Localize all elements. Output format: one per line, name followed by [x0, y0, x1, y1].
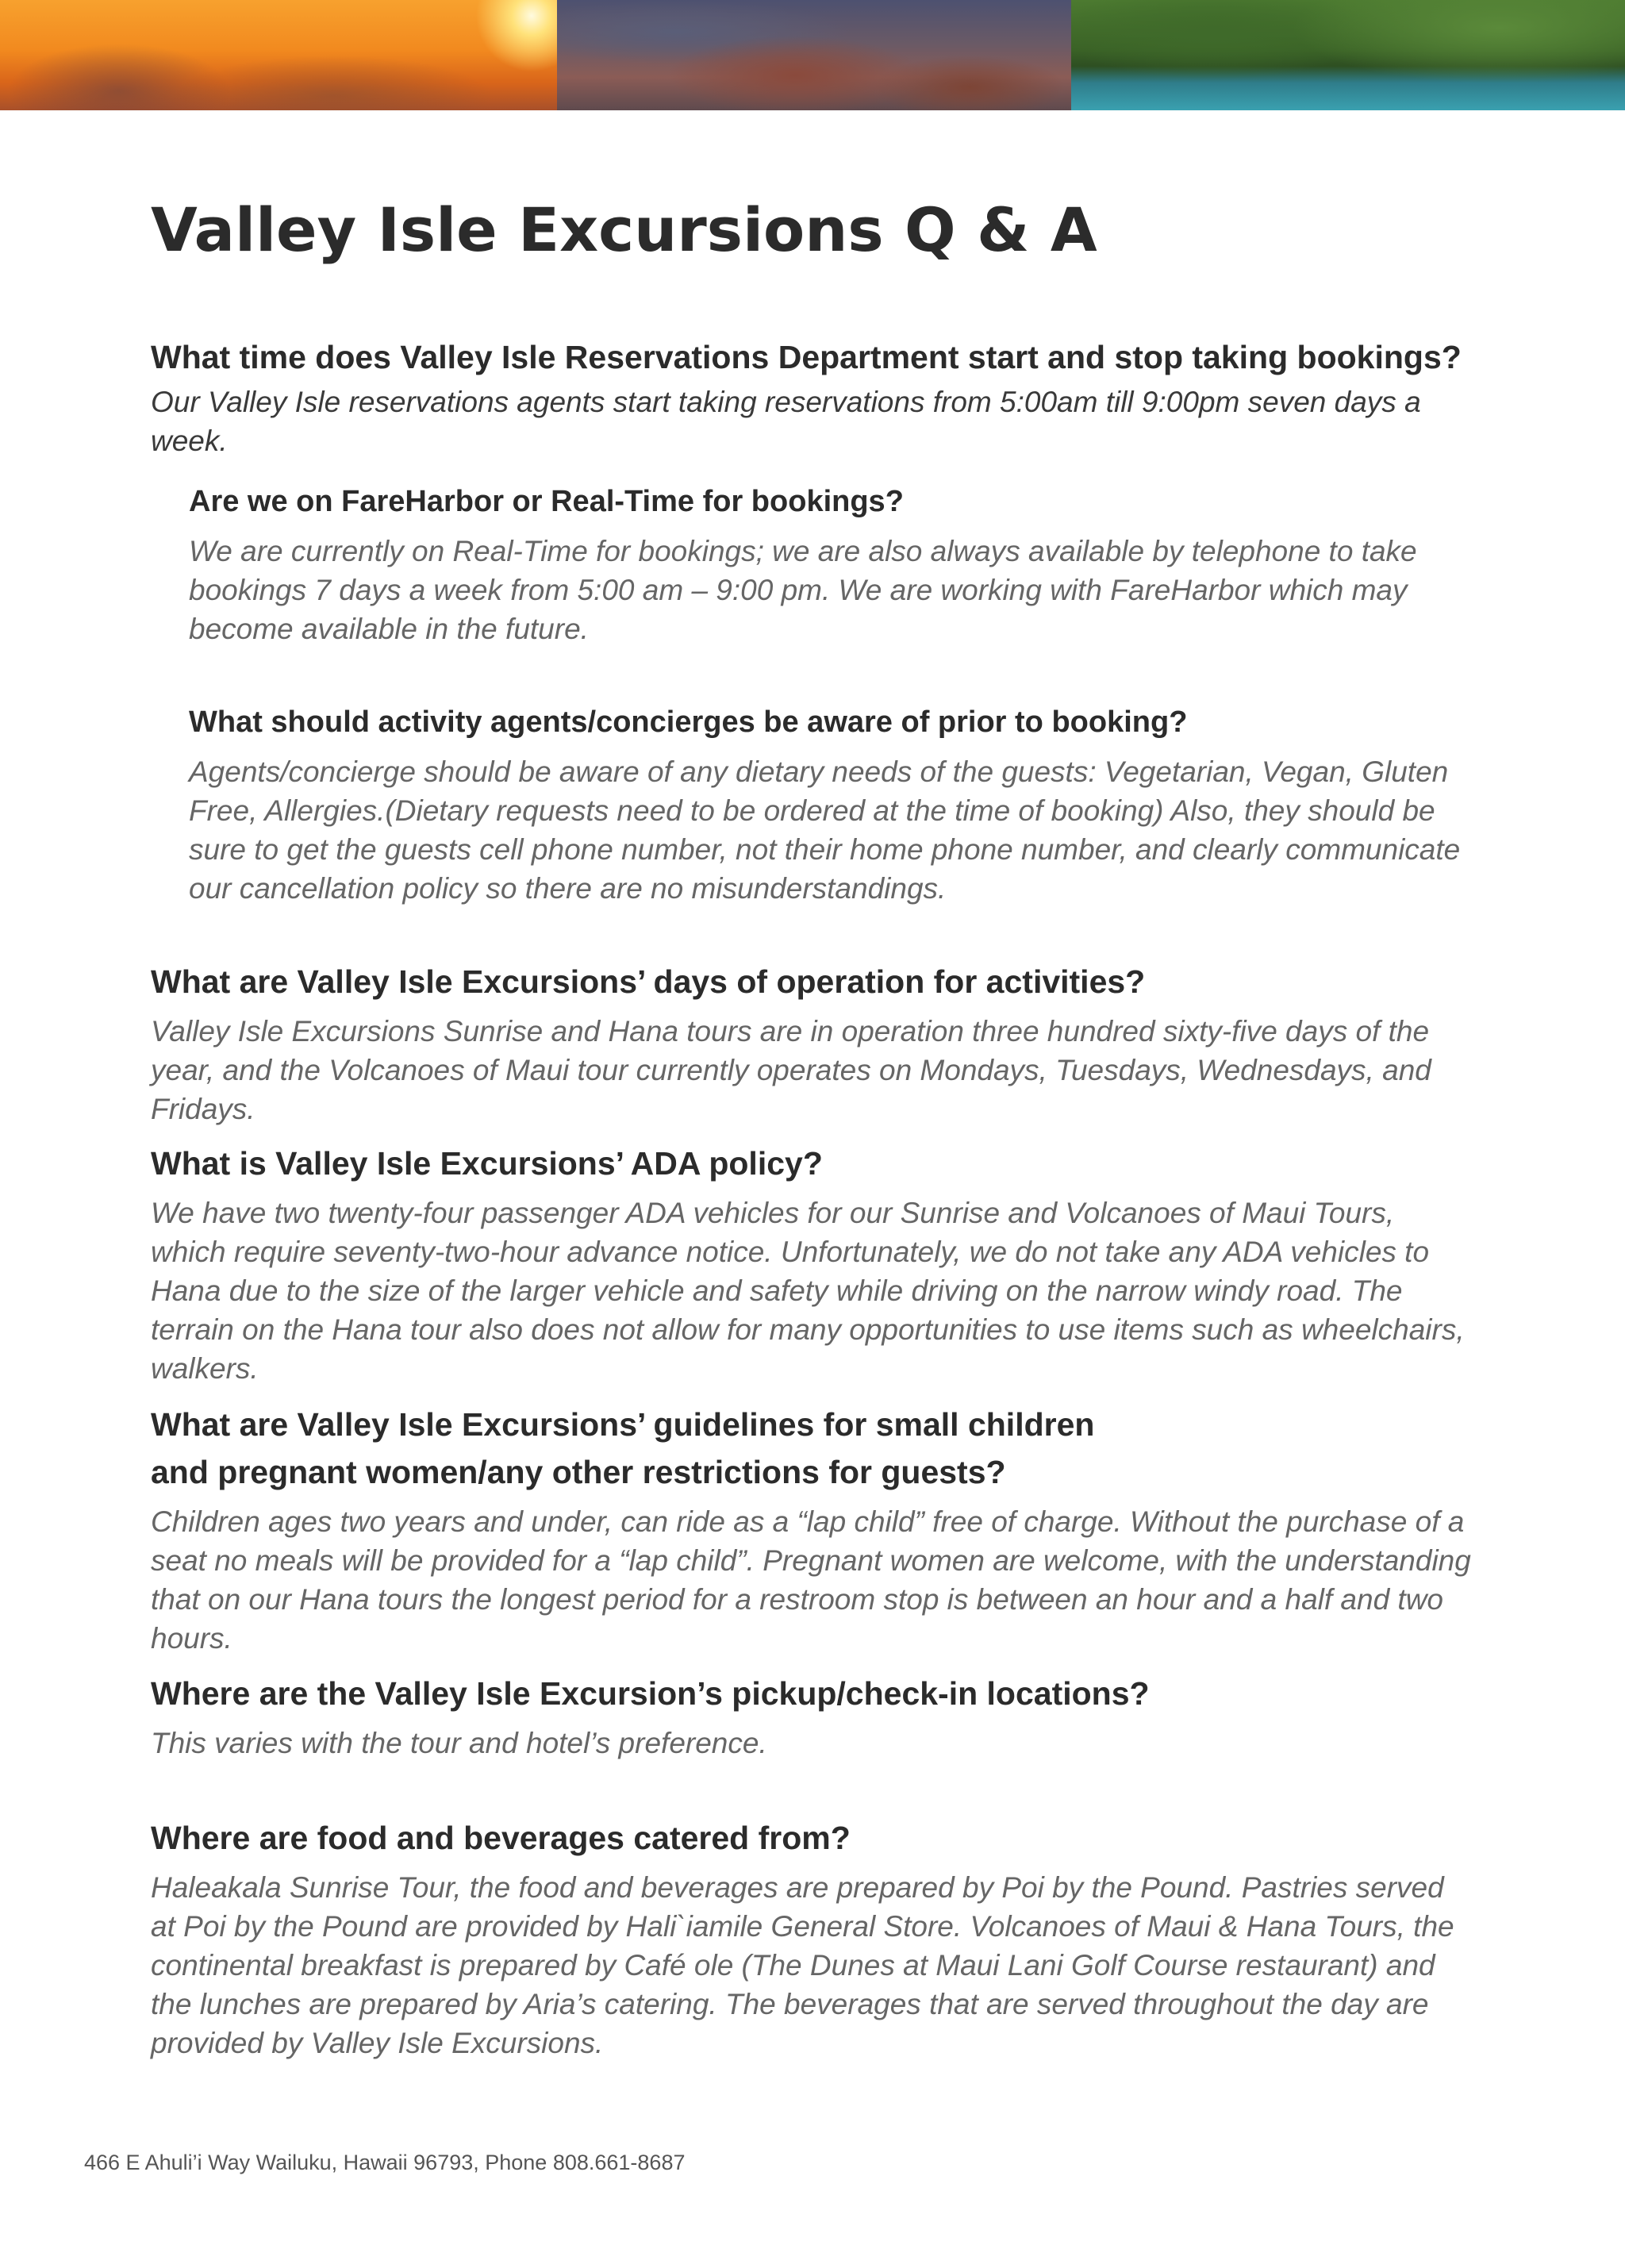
- banner-image-coast: [1071, 0, 1625, 110]
- answer: Haleakala Sunrise Tour, the food and beverages are prepared by Poi by the Pound. Pastries served at Poi by the Pound are provided by Hali`iamile General Store. Volcanoes of Maui & Hana Tours, the continental breakfast is prepared by Café ole (The Dunes at Maui Lani Golf Course restaurant) and the lunches are prepared by Aria’s catering. The beverages that are served throughout the day are provided by Valley Isle Excursions.: [151, 1871, 1454, 2059]
- answer: This varies with the tour and hotel’s preference.: [151, 1727, 767, 1759]
- answer: Children ages two years and under, can ride as a “lap child” free of charge. Without the purchase of a seat no meals will be provided for a “lap child”. Pregnant women are welcome, with the understanding that on our Hana tours the longest period for a restroom stop is between an hour and a half and two hours.: [151, 1505, 1471, 1655]
- answer: Our Valley Isle reservations agents start taking reservations from 5:00am till 9:00pm seven days a week.: [151, 386, 1421, 457]
- question-line-1: What are Valley Isle Excursions’ guidelines for small children: [151, 1406, 1095, 1443]
- question-line-2: and pregnant women/any other restrictions for guests?: [151, 1454, 1006, 1490]
- question: Where are the Valley Isle Excursion’s pickup/check-in locations?: [151, 1675, 1150, 1712]
- answer: We are currently on Real-Time for bookings; we are also always available by telephone to take bookings 7 days a week from 5:00 am – 9:00 pm. We are working with FareHarbor which may become available in the future.: [189, 535, 1417, 645]
- answer: We have two twenty-four passenger ADA vehicles for our Sunrise and Volcanoes of Maui Tours, which require seventy-two-hour advance notice. Unfortunately, we do not take any ADA vehicles to Hana due to the size of the larger vehicle and safety while driving on the narrow windy road. The terrain on the Hana tour also does not allow for many opportunities to use items such as wheelchairs, walkers.: [151, 1197, 1465, 1385]
- question: Are we on FareHarbor or Real-Time for bookings?: [189, 485, 904, 518]
- banner-image-sunrise: [0, 0, 557, 110]
- page-title: Valley Isle Excursions Q & A: [151, 194, 1097, 265]
- qa-item-pickup-locations: [151, 1670, 1476, 1763]
- question: Where are food and beverages catered from?: [151, 1820, 851, 1856]
- question: What are Valley Isle Excursions’ days of operation for activities?: [151, 963, 1146, 1000]
- qa-item-booking-system: [189, 478, 1490, 648]
- qa-item-booking-hours: [151, 333, 1476, 460]
- question: What is Valley Isle Excursions’ ADA policy?: [151, 1145, 823, 1182]
- header-banner: [0, 0, 1625, 110]
- qa-item-ada-policy: [151, 1140, 1476, 1388]
- qa-item-children-pregnancy: [151, 1401, 1476, 1658]
- question: What time does Valley Isle Reservations Department start and stop taking bookings?: [151, 339, 1462, 375]
- banner-image-crater: [557, 0, 1071, 110]
- qa-item-agent-awareness: [189, 698, 1490, 908]
- answer: Agents/concierge should be aware of any dietary needs of the guests: Vegetarian, Vegan, Gluten Free, Allergies.(Dietary requests need to be ordered at the time of booking) Also, they should be sure to get the guests cell phone number, not their home phone number, and clearly communicate our cancellation policy so there are no misunderstandings.: [189, 755, 1461, 905]
- question: What should activity agents/concierges be aware of prior to booking?: [189, 705, 1188, 739]
- footer-address: 466 E Ahuli’i Way Wailuku, Hawaii 96793, Phone 808.661-8687: [84, 2151, 686, 2174]
- answer: Valley Isle Excursions Sunrise and Hana tours are in operation three hundred sixty-five days of the year, and the Volcanoes of Maui tour currently operates on Mondays, Tuesdays, Wednesdays, and Fridays.: [151, 1015, 1431, 1125]
- qa-item-days-of-operation: [151, 958, 1476, 1128]
- qa-item-catering: [151, 1814, 1476, 2062]
